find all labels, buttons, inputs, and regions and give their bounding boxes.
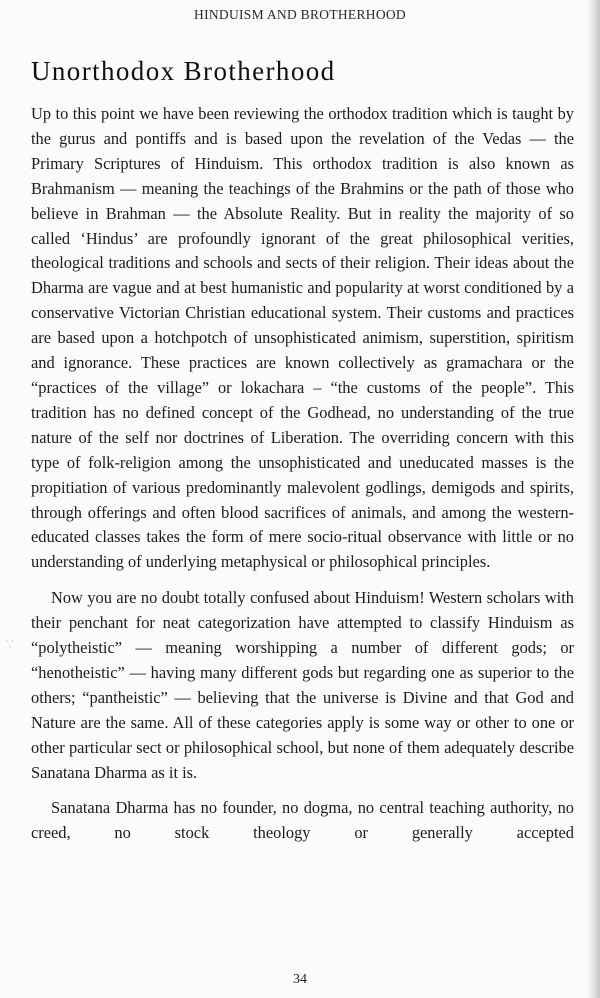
paragraph: Up to this point we have been reviewing the orthodox tradition which is taught by the gurus and pontiffs and is based upon the revelation of the Vedas — the Primary Scriptures of Hinduism. This orthodox tradition is also known as Brahmanism — meaning the teachings of the Brahmins or the path of those who believe in Brahman — the Absolute Reality. But in reality the majority of so called ‘Hindus’ are profoundly ignorant of the great philosophical verities, theological traditions and schools and sects of their religion. Their ideas about the Dharma are vague and at best humanistic and popularity at worst conditioned by a conservative Victorian Christian educational system. Their customs and practices are based upon a hotchpotch of unsophisticated animism, superstition, spiritism and ignorance. These practices are known collectively as gramachara or the “practices of the village” or lokachara – “the customs of the people”. This tradition has no defined concept of the Godhead, no understanding of the true nature of the self nor doctrines of Liberation. The overriding concern with this type of folk-religion among the unsophisticated and uneducated masses is the propitiation of various predominantly malevolent godlings, demigods and spirits, through offerings and often blood sacrifices of animals, and among the western-educated classes takes the form of mere socio-ritual observance with little or no understanding of underlying metaphysical or philosophical principles. [31,104,574,572]
section-title: Unorthodox Brotherhood [31,56,336,86]
margin-mark-icon: ⸪ [6,639,14,649]
binding-shadow [586,0,600,998]
page-number: 34 [293,972,307,987]
paragraph: Now you are no doubt totally confused about Hinduism! Western scholars with their penchant for neat categorization have attempted to classify Hinduism as “polytheistic” — meaning worshipping a number of different gods; or “henotheistic” — having many different gods but regarding one as superior to the others; “pantheistic” — believing that the universe is Divine and that God and Nature are the same. All of these categories apply is some way or other to one or other particular sect or philosophical school, but none of them adequately describe Sanatana Dharma as it is. [31,588,574,782]
running-header: HINDUISM AND BROTHERHOOD [194,7,406,22]
body-text [31,102,574,857]
paragraph: Sanatana Dharma has no founder, no dogma, no central teaching authority, no creed, no stock theology or generally accepted [31,798,574,843]
